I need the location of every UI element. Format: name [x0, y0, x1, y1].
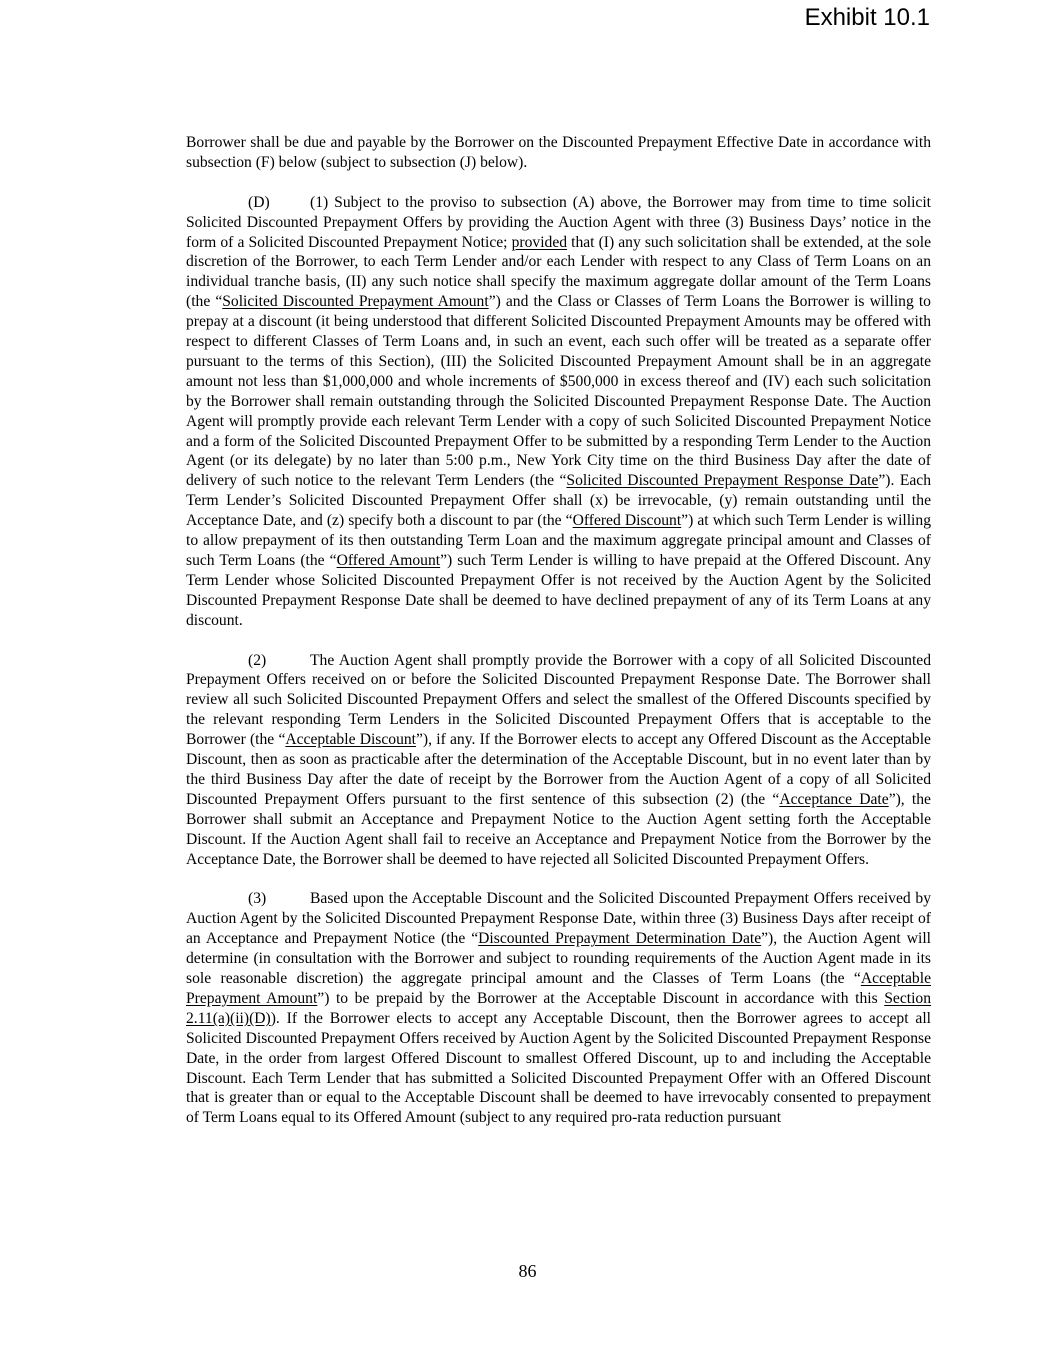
paragraph-d1 [186, 193, 931, 631]
paragraph-text: ). If the Borrower elects to accept any Acceptable Discount, then the Borrower agrees to accept all Solicited Discounted Prepayment Offers received by Auction Agent by the Solicited Discounted Prepayment Response Date, in the order from largest Offered Discount to smallest Offered Discount, up to and including the Acceptable Discount. Each Term Lender that has submitted a Solicited Discounted Prepayment Offer with an Offered Discount that is greater than or equal to the Acceptable Discount shall be deemed to have irrevocably consented to prepayment of Term Loans equal to its Offered Amount (subject to any required pro-rata reduction pursuant [186, 1009, 931, 1127]
defined-term: provided [511, 233, 568, 251]
defined-term: Acceptance Date [779, 790, 889, 808]
paragraph-text: (1) Subject to the proviso to subsection (A) above, the Borrower may from time to time solicit Solicited Discounted Prepayment Offers by providing the Auction Agent with three (3) Business Days’ notice in the form of a Solicited Discounted Prepayment Notice; [186, 193, 931, 251]
paragraph-text: Based upon the Acceptable Discount and the Solicited Discounted Prepayment Offers received by Auction Agent by the Solicited Discounted Prepayment Response Date, within three (3) Business Days after receipt of an Acceptance and Prepayment Notice (the “ [186, 890, 931, 948]
paragraph-text: ”) and the Class or Classes of Term Loans the Borrower is willing to prepay at a discount (it being understood that different Solicited Discounted Prepayment Amounts may be offered with respect to different Classes of Term Loans and, in such an event, each such offer will be treated as a separate offer pursuant to the terms of this Section), (III) the Solicited Discounted Prepayment Amount shall be in an aggregate amount not less than $1,000,000 and whole increments of $500,000 in excess thereof and (IV) each such solicitation by the Borrower shall remain outstanding through the Solicited Discounted Prepayment Response Date. The Auction Agent will promptly provide each relevant Term Lender with a copy of such Solicited Discounted Prepayment Notice and a form of the Solicited Discounted Prepayment Offer to be submitted by a responding Term Lender to the Auction Agent (or its delegate) by no later than 5:00 p.m., New York City time on the third Business Day after the date of delivery of such notice to the relevant Term Lenders (the “ [186, 293, 931, 490]
subsection-label: (2) [248, 651, 267, 669]
paragraph-continuation [186, 133, 931, 173]
paragraph-2 [186, 651, 931, 870]
exhibit-label: Exhibit 10.1 [804, 4, 930, 31]
paragraph-text: that (I) any such solicitation shall be extended, at the sole discretion of the Borrower, to each Term Lender and/or each Lender with respect to any Class of Term Loans on an individual tranche basis, (II) any such notice shall specify the maximum aggregate dollar amount of the Term Loans (the “ [186, 233, 932, 311]
paragraph-text: ”) at which such Term Lender is willing to allow prepayment of its then outstanding Term Loan and the maximum aggregate principal amount and Classes of such Term Loans (the “ [186, 512, 931, 570]
subsection-label: (3) [248, 890, 267, 908]
defined-term: Discounted Prepayment Determination Date [478, 930, 762, 948]
paragraph-3 [186, 889, 931, 1128]
section-reference: Section 2.11(a)(ii)(D) [186, 989, 931, 1027]
defined-term: Solicited Discounted Prepayment Response Date [566, 472, 879, 490]
paragraph-text: The Auction Agent shall promptly provide the Borrower with a copy of all Solicited Discounted Prepayment Offers received on or before the Solicited Discounted Prepayment Response Date. The Borrower shall review all such Solicited Discounted Prepayment Offers and select the smallest of the Offered Discounts specified by the relevant responding Term Lenders in the Solicited Discounted Prepayment Offers that is acceptable to the Borrower (the “ [186, 651, 931, 749]
paragraph-text: ”), the Borrower shall submit an Acceptance and Prepayment Notice to the Auction Agent setting forth the Acceptable Discount. If the Auction Agent shall fail to receive an Acceptance and Prepayment Notice from the Borrower by the Acceptance Date, the Borrower shall be deemed to have rejected all Solicited Discounted Prepayment Offers. [186, 790, 931, 868]
page-number: 86 [518, 1261, 537, 1281]
paragraph-text: ”), the Auction Agent will determine (in consultation with the Borrower and subject to rounding requirements of the Auction Agent made in its sole reasonable discretion) the aggregate principal amount and the Classes of Term Loans (the “ [186, 930, 931, 988]
subsection-label: (D) [248, 193, 270, 211]
defined-term: Offered Amount [336, 552, 441, 570]
defined-term: Offered Discount [572, 512, 682, 530]
paragraph-text: ”) such Term Lender is willing to have prepaid at the Offered Discount. Any Term Lender whose Solicited Discounted Prepayment Offer is not received by the Auction Agent by the Solicited Discounted Prepayment Response Date shall be deemed to have declined prepayment of any of its Term Loans at any discount. [186, 552, 931, 629]
paragraph-text: ”). Each Term Lender’s Solicited Discounted Prepayment Offer shall (x) be irrevocable, (y) remain outstanding until the Acceptance Date, and (z) specify both a discount to par (the “ [186, 472, 931, 530]
paragraph-text: Borrower shall be due and payable by the Borrower on the Discounted Prepayment Effective Date in accordance with subsection (F) below (subject to subsection (J) below). [186, 134, 931, 171]
paragraph-text: ”), if any. If the Borrower elects to accept any Offered Discount as the Acceptable Discount, then as soon as practicable after the determination of the Acceptable Discount, but in no event later than by the third Business Day after the date of receipt by the Borrower from the Auction Agent of a copy of all Solicited Discounted Prepayment Offers pursuant to the first sentence of this subsection (2) (the “ [186, 731, 931, 808]
paragraph-text: ”) to be prepaid by the Borrower at the Acceptable Discount in accordance with this [317, 989, 885, 1007]
defined-term: Solicited Discounted Prepayment Amount [222, 293, 489, 311]
defined-term: Acceptable Prepayment Amount [186, 970, 931, 1007]
defined-term: Acceptable Discount [285, 731, 417, 749]
document-body [186, 133, 931, 1128]
